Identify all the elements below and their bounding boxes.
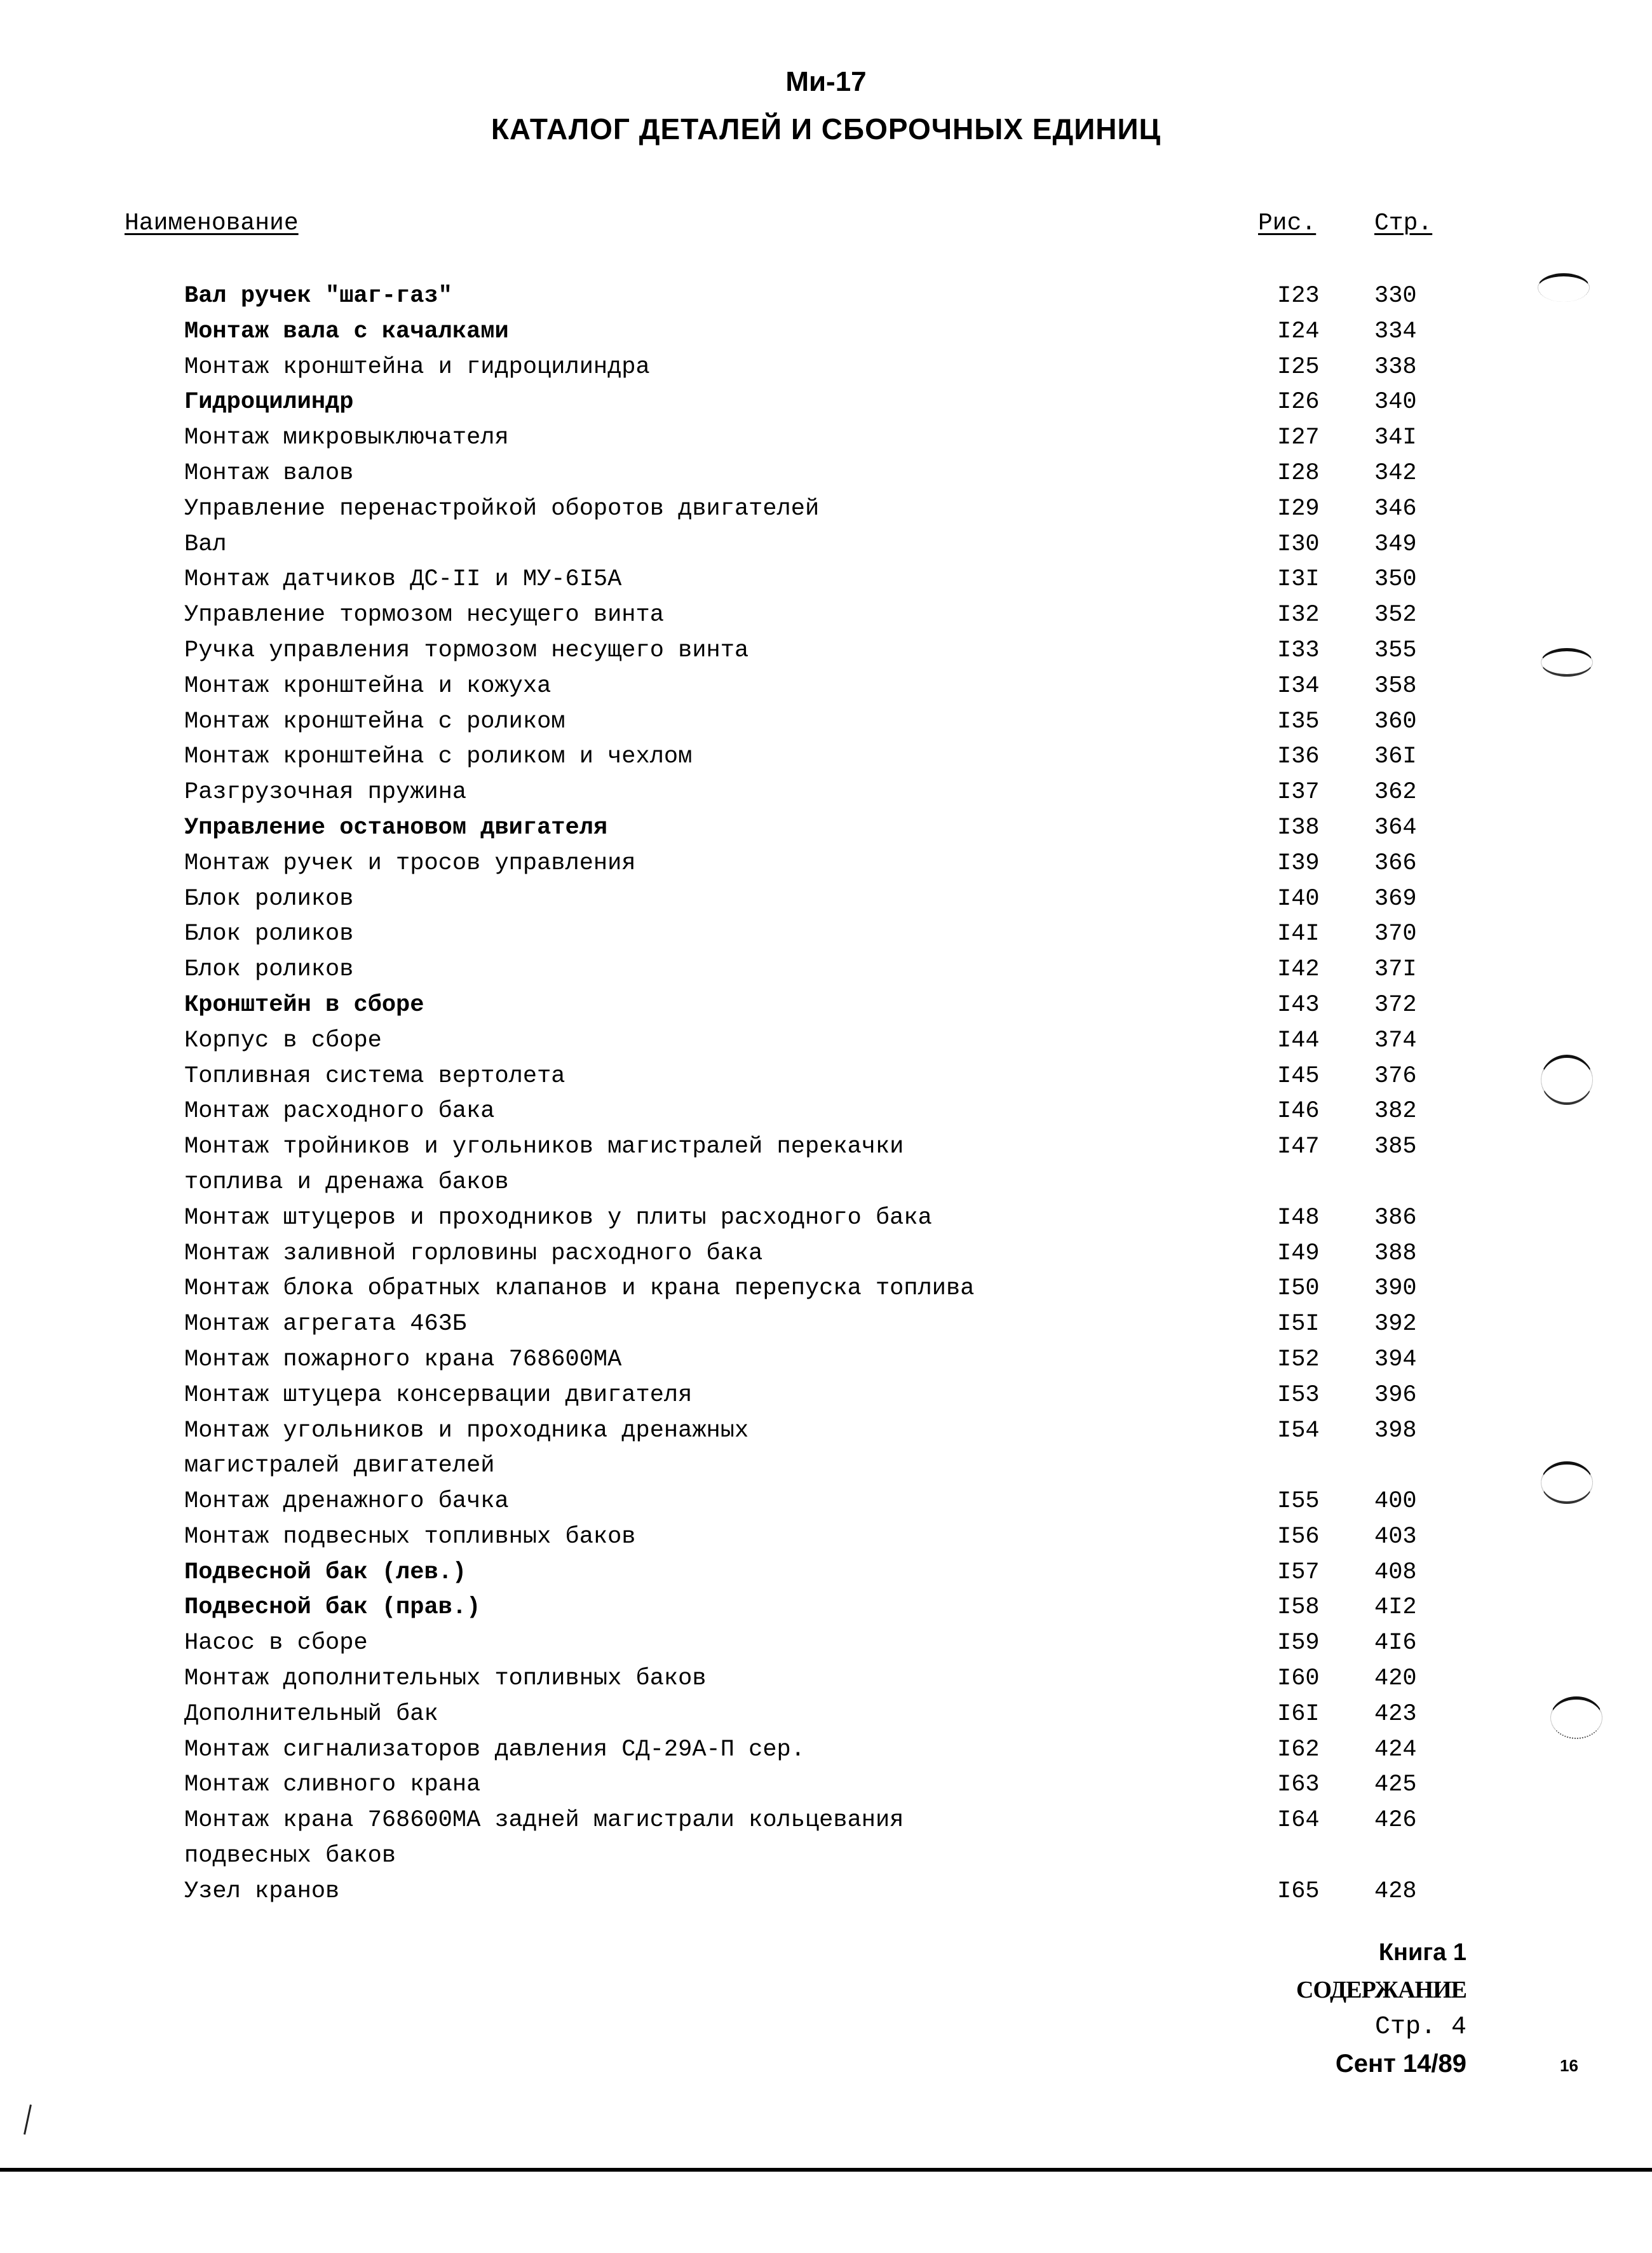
table-row — [0, 1311, 1652, 1346]
row-page: 340 — [1374, 389, 1417, 416]
row-name: магистралей двигателей — [184, 1452, 495, 1480]
table-row — [0, 992, 1652, 1027]
table-row — [0, 708, 1652, 744]
table-row — [0, 956, 1652, 992]
table-row — [0, 1027, 1652, 1063]
table-row — [0, 1205, 1652, 1240]
row-name: Кронштейн в сборе — [184, 991, 424, 1018]
footer-page: Стр. 4 — [1374, 2013, 1466, 2041]
row-page: 352 — [1374, 602, 1417, 629]
contents-table — [0, 283, 1652, 1914]
row-page: 342 — [1374, 459, 1417, 487]
row-page: 37I — [1374, 956, 1417, 984]
row-figure: I3I — [1277, 566, 1320, 593]
row-page: 390 — [1374, 1275, 1417, 1302]
table-row — [0, 1346, 1652, 1382]
row-name: Подвесной бак (лев.) — [184, 1559, 467, 1586]
row-name: Монтаж кронштейна и кожуха — [184, 672, 552, 700]
row-figure: I38 — [1277, 814, 1320, 841]
row-figure: I37 — [1277, 779, 1320, 806]
row-name: Монтаж штуцеров и проходников у плиты расходного бака — [184, 1204, 932, 1231]
row-name: Монтаж кронштейна и гидроцилиндра — [184, 353, 650, 381]
row-figure: I34 — [1277, 672, 1320, 700]
row-page: 394 — [1374, 1346, 1417, 1373]
table-row — [0, 354, 1652, 389]
row-page: 386 — [1374, 1204, 1417, 1231]
row-page: 376 — [1374, 1062, 1417, 1090]
row-name: Управление остановом двигателя — [184, 814, 608, 841]
row-figure: I29 — [1277, 495, 1320, 522]
table-row — [0, 1843, 1652, 1878]
table-row — [0, 1452, 1652, 1488]
row-figure: I30 — [1277, 531, 1320, 558]
row-figure: I53 — [1277, 1381, 1320, 1409]
punch-hole-mark — [1541, 648, 1593, 677]
table-row — [0, 1240, 1652, 1276]
column-header-name: Наименование — [125, 210, 299, 237]
row-name: Монтаж расходного бака — [184, 1098, 495, 1125]
table-row — [0, 779, 1652, 815]
table-row — [0, 1559, 1652, 1595]
table-row — [0, 1736, 1652, 1772]
row-figure: I48 — [1277, 1204, 1320, 1231]
row-name: Блок роликов — [184, 956, 354, 984]
table-row — [0, 1063, 1652, 1099]
table-row — [0, 1133, 1652, 1169]
row-page: 423 — [1374, 1700, 1417, 1728]
row-name: Управление перенастройкой оборотов двигателей — [184, 495, 820, 522]
row-name: Монтаж вала с качалками — [184, 318, 509, 345]
catalog-title: КАТАЛОГ ДЕТАЛЕЙ И СБОРОЧНЫХ ЕДИНИЦ — [491, 112, 1161, 145]
row-figure: I36 — [1277, 743, 1320, 771]
row-page: 425 — [1374, 1771, 1417, 1799]
row-page: 362 — [1374, 779, 1417, 806]
row-page: 398 — [1374, 1417, 1417, 1444]
punch-hole-mark — [1541, 1461, 1593, 1504]
row-name: Монтаж пожарного крана 768600МА — [184, 1346, 622, 1373]
row-figure: I24 — [1277, 318, 1320, 345]
row-figure: I50 — [1277, 1275, 1320, 1302]
row-name: Блок роликов — [184, 885, 354, 912]
table-row — [0, 389, 1652, 424]
row-page: 355 — [1374, 637, 1417, 664]
table-row — [0, 1169, 1652, 1205]
row-name: Монтаж блока обратных клапанов и крана перепуска топлива — [184, 1275, 975, 1302]
row-name: Монтаж валов — [184, 459, 354, 487]
row-name: Монтаж подвесных топливных баков — [184, 1523, 636, 1550]
row-name: топлива и дренажа баков — [184, 1168, 509, 1196]
row-page: 346 — [1374, 495, 1417, 522]
row-page: 36I — [1374, 743, 1417, 771]
table-row — [0, 1098, 1652, 1133]
row-figure: I4I — [1277, 921, 1320, 948]
row-page: 388 — [1374, 1240, 1417, 1267]
row-name: Гидроцилиндр — [184, 389, 354, 416]
table-row — [0, 531, 1652, 567]
row-name: Дополнительный бак — [184, 1700, 438, 1728]
row-name: Разгрузочная пружина — [184, 779, 467, 806]
table-row — [0, 1665, 1652, 1701]
row-figure: I55 — [1277, 1488, 1320, 1515]
row-figure: I43 — [1277, 991, 1320, 1018]
row-name: Монтаж крана 768600МА задней магистрали кольцевания — [184, 1807, 904, 1834]
row-figure: I45 — [1277, 1062, 1320, 1090]
row-page: 392 — [1374, 1311, 1417, 1338]
row-figure: I35 — [1277, 708, 1320, 735]
table-row — [0, 1701, 1652, 1736]
row-name: Насос в сборе — [184, 1630, 368, 1657]
row-figure: I33 — [1277, 637, 1320, 664]
row-figure: I6I — [1277, 1700, 1320, 1728]
row-figure: I23 — [1277, 283, 1320, 309]
table-row — [0, 850, 1652, 886]
row-page: 366 — [1374, 849, 1417, 877]
footer-book: Книга 1 — [1378, 1939, 1466, 1966]
column-header-page: Стр. — [1374, 210, 1433, 237]
row-name: Топливная система вертолета — [184, 1062, 565, 1090]
row-page: 424 — [1374, 1736, 1417, 1763]
table-row — [0, 1417, 1652, 1453]
row-name: Монтаж штуцера консервации двигателя — [184, 1381, 693, 1409]
row-page: 4I6 — [1374, 1630, 1417, 1657]
table-row — [0, 743, 1652, 779]
table-row — [0, 566, 1652, 602]
row-figure: I57 — [1277, 1559, 1320, 1586]
row-figure: I52 — [1277, 1346, 1320, 1373]
row-figure: I25 — [1277, 353, 1320, 381]
row-name: Монтаж датчиков ДС-II и МУ-6I5А — [184, 566, 622, 593]
row-figure: I26 — [1277, 389, 1320, 416]
punch-hole-mark — [1550, 1696, 1602, 1739]
row-name: Монтаж угольников и проходника дренажных — [184, 1417, 749, 1444]
row-page: 426 — [1374, 1807, 1417, 1834]
row-name: Вал ручек "шаг-газ" — [184, 283, 452, 309]
table-row — [0, 318, 1652, 354]
table-row — [0, 1594, 1652, 1630]
table-row — [0, 1382, 1652, 1417]
bottom-rule-divider — [0, 2168, 1652, 2172]
row-name: Монтаж кронштейна с роликом и чехлом — [184, 743, 693, 771]
table-row — [0, 1275, 1652, 1311]
row-figure: I63 — [1277, 1771, 1320, 1799]
row-page: 364 — [1374, 814, 1417, 841]
table-row — [0, 673, 1652, 708]
row-figure: I62 — [1277, 1736, 1320, 1763]
row-page: 396 — [1374, 1381, 1417, 1409]
table-row — [0, 496, 1652, 531]
row-page: 400 — [1374, 1488, 1417, 1515]
table-row — [0, 1488, 1652, 1524]
row-figure: I46 — [1277, 1098, 1320, 1125]
column-header-figure: Рис. — [1258, 210, 1317, 237]
table-row — [0, 886, 1652, 921]
punch-hole-mark — [1541, 1055, 1593, 1105]
row-figure: I44 — [1277, 1027, 1320, 1054]
row-page: 350 — [1374, 566, 1417, 593]
row-name: Монтаж дополнительных топливных баков — [184, 1665, 707, 1693]
punch-hole-mark — [1538, 273, 1590, 302]
row-page: 358 — [1374, 672, 1417, 700]
table-row — [0, 460, 1652, 496]
table-row — [0, 1630, 1652, 1665]
row-figure: I27 — [1277, 424, 1320, 452]
table-row — [0, 602, 1652, 637]
sheet-number: 16 — [1560, 2056, 1578, 2075]
row-page: 34I — [1374, 424, 1417, 452]
footer-date: Сент 14/89 — [1335, 2050, 1466, 2078]
row-name: подвесных баков — [184, 1843, 396, 1870]
row-figure: I64 — [1277, 1807, 1320, 1834]
row-page: 374 — [1374, 1027, 1417, 1054]
row-figure: I54 — [1277, 1417, 1320, 1444]
row-page: 428 — [1374, 1878, 1417, 1905]
row-page: 408 — [1374, 1559, 1417, 1586]
row-page: 369 — [1374, 885, 1417, 912]
row-figure: I40 — [1277, 885, 1320, 912]
row-page: 334 — [1374, 318, 1417, 345]
row-name: Монтаж заливной горловины расходного бака — [184, 1240, 763, 1267]
table-row — [0, 921, 1652, 956]
row-figure: I42 — [1277, 956, 1320, 984]
row-page: 360 — [1374, 708, 1417, 735]
row-name: Монтаж кронштейна с роликом — [184, 708, 565, 735]
row-name: Монтаж агрегата 463Б — [184, 1311, 467, 1338]
row-page: 382 — [1374, 1098, 1417, 1125]
aircraft-model-title: Ми-17 — [785, 66, 867, 97]
row-name: Монтаж дренажного бачка — [184, 1488, 509, 1515]
row-figure: I59 — [1277, 1630, 1320, 1657]
row-figure: I32 — [1277, 602, 1320, 629]
row-figure: I49 — [1277, 1240, 1320, 1267]
row-name: Подвесной бак (прав.) — [184, 1594, 481, 1621]
row-page: 420 — [1374, 1665, 1417, 1693]
row-name: Блок роликов — [184, 921, 354, 948]
row-page: 385 — [1374, 1133, 1417, 1161]
table-row — [0, 1807, 1652, 1843]
table-row — [0, 1524, 1652, 1559]
table-row — [0, 1771, 1652, 1807]
row-page: 372 — [1374, 991, 1417, 1018]
row-page: 370 — [1374, 921, 1417, 948]
row-name: Вал — [184, 531, 227, 558]
row-name: Управление тормозом несущего винта — [184, 602, 664, 629]
row-name: Корпус в сборе — [184, 1027, 382, 1054]
table-row — [0, 283, 1652, 318]
table-row — [0, 1878, 1652, 1914]
row-figure: I60 — [1277, 1665, 1320, 1693]
row-figure: I65 — [1277, 1878, 1320, 1905]
footer-section: СОДЕРЖАНИЕ — [1296, 1977, 1466, 2003]
table-row — [0, 637, 1652, 673]
row-figure: I58 — [1277, 1594, 1320, 1621]
row-name: Монтаж микровыключателя — [184, 424, 509, 452]
table-row — [0, 424, 1652, 460]
row-name: Монтаж сливного крана — [184, 1771, 481, 1799]
row-page: 338 — [1374, 353, 1417, 381]
row-figure: I56 — [1277, 1523, 1320, 1550]
row-name: Монтаж сигнализаторов давления СД-29А-П сер. — [184, 1736, 805, 1763]
row-page: 330 — [1374, 283, 1417, 309]
row-name: Монтаж ручек и тросов управления — [184, 849, 636, 877]
row-name: Монтаж тройников и угольников магистралей перекачки — [184, 1133, 904, 1161]
row-figure: I47 — [1277, 1133, 1320, 1161]
row-page: 4I2 — [1374, 1594, 1417, 1621]
row-figure: I5I — [1277, 1311, 1320, 1338]
row-page: 403 — [1374, 1523, 1417, 1550]
row-figure: I39 — [1277, 849, 1320, 877]
row-figure: I28 — [1277, 459, 1320, 487]
row-page: 349 — [1374, 531, 1417, 558]
table-row — [0, 815, 1652, 850]
row-name: Узел кранов — [184, 1878, 340, 1905]
scan-mark — [24, 2104, 32, 2135]
row-name: Ручка управления тормозом несущего винта — [184, 637, 749, 664]
